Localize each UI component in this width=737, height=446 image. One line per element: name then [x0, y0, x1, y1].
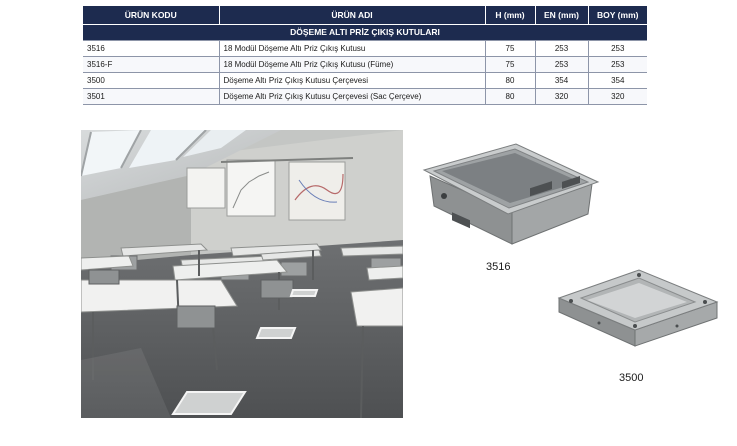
- width-value: 253: [535, 40, 588, 56]
- width-value: 253: [535, 56, 588, 72]
- length-value: 253: [588, 40, 647, 56]
- product-code: 3516-F: [83, 56, 219, 72]
- frame-caption: 3500: [619, 372, 644, 384]
- header-product-name: ÜRÜN ADI: [219, 6, 485, 24]
- floor-box-3516-image: [420, 140, 600, 260]
- table-row: [83, 56, 647, 72]
- table-header-row: [83, 6, 647, 24]
- height-value: 80: [485, 72, 535, 88]
- product-name: Döşeme Altı Priz Çıkış Kutusu Çerçevesi: [219, 72, 485, 88]
- product-name: 18 Modül Döşeme Altı Priz Çıkış Kutusu (Füme): [219, 56, 485, 72]
- height-value: 75: [485, 56, 535, 72]
- product-code: 3500: [83, 72, 219, 88]
- length-value: 253: [588, 56, 647, 72]
- section-title: DÖŞEME ALTI PRİZ ÇIKIŞ KUTULARI: [83, 24, 647, 40]
- table-row: [83, 72, 647, 88]
- header-length: BOY (mm): [588, 6, 647, 24]
- width-value: 354: [535, 72, 588, 88]
- header-height: H (mm): [485, 6, 535, 24]
- product-name: Döşeme Altı Priz Çıkış Kutusu Çerçevesi (Sac Çerçeve): [219, 88, 485, 104]
- table-row: [83, 88, 647, 104]
- height-value: 75: [485, 40, 535, 56]
- classroom-photo: [81, 130, 403, 418]
- frame-3500-image: [555, 268, 720, 373]
- table-row: [83, 40, 647, 56]
- product-spec-table: [83, 6, 647, 105]
- header-product-code: ÜRÜN KODU: [83, 6, 219, 24]
- length-value: 354: [588, 72, 647, 88]
- width-value: 320: [535, 88, 588, 104]
- header-width: EN (mm): [535, 6, 588, 24]
- height-value: 80: [485, 88, 535, 104]
- product-name: 18 Modül Döşeme Altı Priz Çıkış Kutusu: [219, 40, 485, 56]
- box-caption: 3516: [486, 261, 511, 273]
- product-code: 3501: [83, 88, 219, 104]
- product-code: 3516: [83, 40, 219, 56]
- section-title-row: [83, 24, 647, 40]
- length-value: 320: [588, 88, 647, 104]
